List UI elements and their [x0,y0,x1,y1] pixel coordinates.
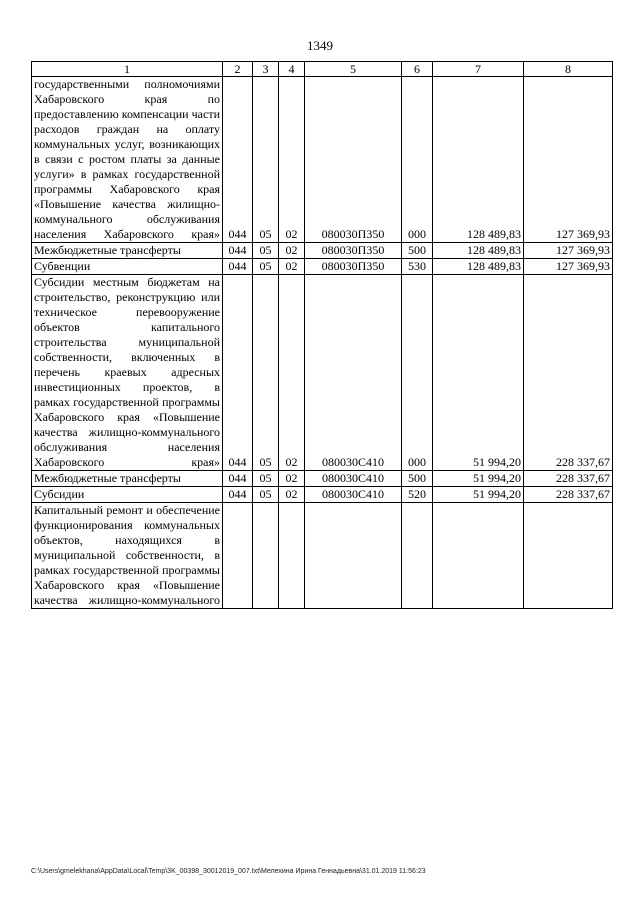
cell-target: 080030С410 [305,275,402,471]
cell-amount-1: 51 994,20 [433,487,524,503]
cell-section: 05 [253,77,279,243]
row-name: государственными полномочиями Хабаровского края по предоставлению компенсации части расходов граждан на оплату коммунальных услуг, возникающих в связи с ростом платы за данные услуги» в рамках государственной программы Хабаровского края «Повышение качества жилищно-коммунального обслуживания населения Хабаровского края» [32,77,223,243]
cell-subsection: 02 [279,77,305,243]
cell-amount-2: 127 369,93 [524,243,613,259]
cell-section: 05 [253,275,279,471]
cell-code [223,503,253,609]
cell-code: 044 [223,471,253,487]
cell-amount-1: 51 994,20 [433,275,524,471]
cell-type [402,503,433,609]
cell-section: 05 [253,243,279,259]
cell-target: 080030П350 [305,243,402,259]
cell-target: 080030С410 [305,487,402,503]
cell-type: 530 [402,259,433,275]
table-row [32,77,613,243]
cell-amount-1: 128 489,83 [433,259,524,275]
page-number: 1349 [307,38,333,53]
table-row [32,471,613,487]
column-header: 1 [32,62,223,77]
row-name: Межбюджетные трансферты [32,243,223,259]
cell-amount-2: 228 337,67 [524,487,613,503]
row-name: Субсидии [32,487,223,503]
table-row [32,275,613,471]
cell-amount-2: 127 369,93 [524,77,613,243]
cell-amount-2: 127 369,93 [524,259,613,275]
cell-section: 05 [253,259,279,275]
table-row [32,487,613,503]
cell-type: 520 [402,487,433,503]
cell-amount-2 [524,503,613,609]
row-name: Субвенции [32,259,223,275]
cell-type: 500 [402,243,433,259]
cell-target [305,503,402,609]
row-name: Межбюджетные трансферты [32,471,223,487]
cell-target: 080030С410 [305,471,402,487]
cell-subsection: 02 [279,259,305,275]
cell-amount-1: 51 994,20 [433,471,524,487]
column-header: 4 [279,62,305,77]
row-name: Субсидии местным бюджетам на строительство, реконструкцию или техническое перевооружение объектов капитального строительства муниципальной собственности, включенных в перечень краевых адресных инвестиционных проектов, в рамках государственной программы Хабаровского края «Повышение качества жилищно-коммунального обслуживания населения Хабаровского края» [32,275,223,471]
cell-section [253,503,279,609]
cell-type: 000 [402,275,433,471]
cell-amount-2: 228 337,67 [524,471,613,487]
cell-type: 000 [402,77,433,243]
cell-type: 500 [402,471,433,487]
table-header-row [32,62,613,77]
cell-amount-1: 128 489,83 [433,77,524,243]
column-header: 5 [305,62,402,77]
cell-subsection: 02 [279,487,305,503]
cell-code: 044 [223,487,253,503]
table-row [32,259,613,275]
column-header: 7 [433,62,524,77]
cell-section: 05 [253,471,279,487]
cell-target: 080030П350 [305,259,402,275]
file-path-footer: C:\Users\gmelekhana\AppData\Local\Temp\3K_00398_30012019_007.txt\Мелехина Ирина Геннадьевна\31.01.2019 11:56:23 [31,868,426,875]
cell-code: 044 [223,259,253,275]
cell-code: 044 [223,243,253,259]
cell-subsection: 02 [279,471,305,487]
column-header: 3 [253,62,279,77]
cell-amount-2: 228 337,67 [524,275,613,471]
cell-code: 044 [223,77,253,243]
cell-amount-1: 128 489,83 [433,243,524,259]
cell-section: 05 [253,487,279,503]
cell-code: 044 [223,275,253,471]
budget-table [31,61,613,609]
cell-subsection [279,503,305,609]
table-row [32,503,613,609]
cell-subsection: 02 [279,243,305,259]
column-header: 8 [524,62,613,77]
table-row [32,243,613,259]
cell-amount-1 [433,503,524,609]
column-header: 6 [402,62,433,77]
cell-target: 080030П350 [305,77,402,243]
cell-subsection: 02 [279,275,305,471]
column-header: 2 [223,62,253,77]
row-name: Капитальный ремонт и обеспечение функционирования коммунальных объектов, находящихся в муниципальной собственности, в рамках государственной программы Хабаровского края «Повышение качества жилищно-коммунального [32,503,223,609]
